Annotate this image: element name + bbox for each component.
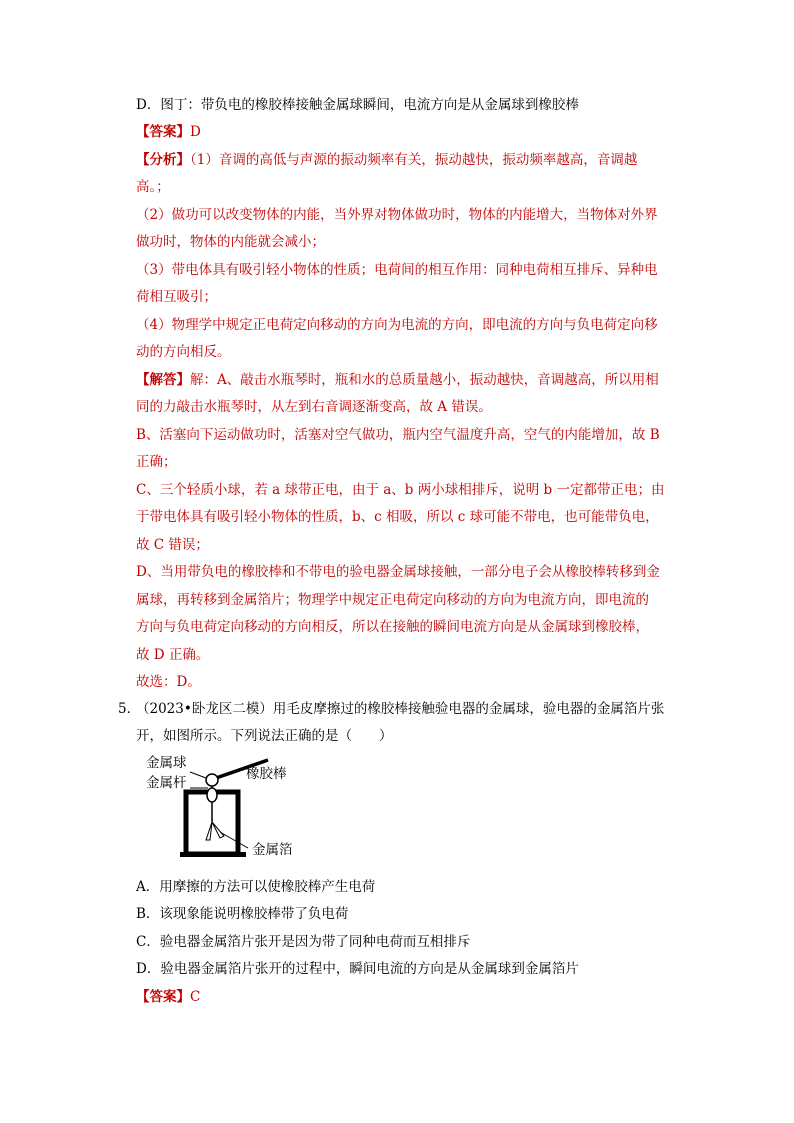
solution-tag: 【解答】 <box>136 372 190 388</box>
answer-value: D <box>190 124 201 140</box>
solution-line-5: C、三个轻质小球，若 a 球带正电，由于 a、b 两小球相排斥，说明 b 一定都带正电；由 <box>136 482 665 498</box>
solution-line-1: 【解答】解：A、敲击水瓶琴时，瓶和水的总质量越小，振动越快，音调越高，所以用相 <box>136 372 659 388</box>
solution-line-7: 故 C 错误； <box>136 537 209 553</box>
metal-ball-shape <box>206 774 218 786</box>
label-rubber-rod: 橡胶棒 <box>246 766 287 782</box>
label-metal-foil: 金属箔 <box>252 842 293 858</box>
foil-left-shape <box>206 822 212 840</box>
electroscope-figure <box>140 748 310 860</box>
question-stem-line-1: （2023•卧龙区二模）用毛皮摩擦过的橡胶棒接触验电器的金属球，验电器的金属箔片张 <box>136 701 665 717</box>
analysis-line-2: 高。； <box>136 179 170 195</box>
analysis-line-4: 做功时，物体的内能就会减小； <box>136 234 325 250</box>
option-a: A．用摩擦的方法可以使橡胶棒产生电荷 <box>136 879 376 895</box>
solution-line-6: 于带电体具有吸引轻小物体的性质，b、c 相吸，所以 c 球可能不带电，也可能带负电， <box>136 509 659 525</box>
solution-line-12: 故选：D。 <box>136 674 201 690</box>
solution-line-2: 同的力敲击水瓶琴时，从左到右音调逐渐变高，故 A 错误。 <box>136 399 492 415</box>
question-number: 5． <box>118 701 141 717</box>
answer-tag: 【答案】 <box>136 124 190 140</box>
answer-tag: 【答案】 <box>136 989 190 1005</box>
label-metal-rod: 金属杆 <box>146 775 187 791</box>
analysis-line-7: （4）物理学中规定正电荷定向移动的方向为电流的方向，即电流的方向与负电荷定向移 <box>136 317 658 333</box>
solution-line-4: 正确； <box>136 454 177 470</box>
analysis-tag: 【分析】 <box>136 152 190 168</box>
base-shape <box>180 852 246 857</box>
label-metal-ball: 金属球 <box>146 755 187 771</box>
solution-line-10: 方向与负电荷定向移动的方向相反，所以在接触的瞬间电流方向是从金属球到橡胶棒， <box>136 619 649 635</box>
option-d: D．验电器金属箔片张开的过程中，瞬间电流的方向是从金属球到金属箔片 <box>136 961 579 977</box>
question5-answer <box>136 988 200 1006</box>
answer-value: C <box>190 989 201 1005</box>
solution-line-8: D、当用带负电的橡胶棒和不带电的验电器金属球接触，一部分电子会从橡胶棒转移到金 <box>136 564 660 580</box>
analysis-line-1: 【分析】（1）音调的高低与声源的振动频率有关，振动越快，振动频率越高，音调越 <box>136 152 638 168</box>
option-c: C．验电器金属箔片张开是因为带了同种电荷而互相排斥 <box>136 934 471 950</box>
solution-line-11: 故 D 正确。 <box>136 647 210 663</box>
question-stem-line-2: 开，如图所示。下列说法正确的是（ ） <box>136 728 393 744</box>
foil-right-shape <box>212 822 224 838</box>
ball-pointer-line <box>190 772 206 778</box>
foil-pointer-line <box>220 832 248 848</box>
prev-option-d: D．图丁：带负电的橡胶棒接触金属球瞬间，电流方向是从金属球到橡胶棒 <box>136 97 579 113</box>
solution-line-9: 属球，再转移到金属箔片；物理学中规定正电荷定向移动的方向为电流方向，即电流的 <box>136 592 649 608</box>
analysis-line-6: 荷相互吸引； <box>136 289 217 305</box>
prev-answer <box>136 123 201 141</box>
stopper-shape <box>207 788 217 802</box>
analysis-line-5: （3）带电体具有吸引轻小物体的性质；电荷间的相互作用：同种电荷相互排斥、异种电 <box>136 262 658 278</box>
analysis-line-3: （2）做功可以改变物体的内能，当外界对物体做功时，物体的内能增大，当物体对外界 <box>136 207 658 223</box>
analysis-line-8: 动的方向相反。 <box>136 344 231 360</box>
option-b: B．该现象能说明橡胶棒带了负电荷 <box>136 906 349 922</box>
solution-line-3: B、活塞向下运动做功时，活塞对空气做功，瓶内空气温度升高，空气的内能增加，故 B <box>136 427 660 443</box>
